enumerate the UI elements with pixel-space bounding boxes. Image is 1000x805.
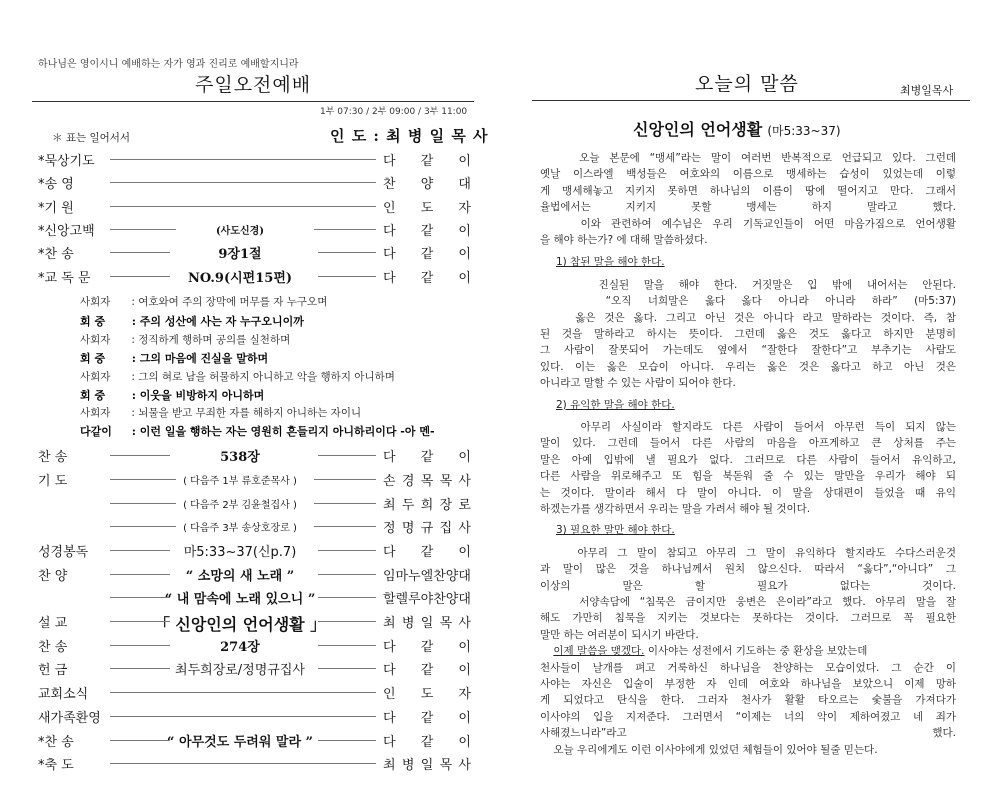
order-person: 인 도 자: [383, 201, 471, 216]
responsive-speaker: 회 중: [80, 389, 106, 402]
responsive-line: [80, 313, 304, 329]
separator: :: [128, 389, 140, 402]
order-label: 찬 송: [38, 640, 68, 655]
page-title: 주일오전예배: [195, 74, 312, 96]
order-person: 다 같 이: [383, 711, 471, 726]
right-title: 오늘의 말씀: [695, 73, 799, 95]
leader-line: [110, 716, 376, 717]
responsive-text: 이런 일을 행하는 자는 영원히 흔들리지 아니하리이다 -아 멘-: [139, 425, 435, 438]
order-person: 다 같 이: [383, 154, 471, 169]
order-item: 최두희장로/정명규집사: [175, 663, 305, 678]
order-person: 정 명 규 집 사: [383, 521, 471, 536]
responsive-line: [80, 369, 395, 384]
sermon-line: 아무리 사실이라 할지라도 다른 사람이 들어서 아무런 득이 되지 않는: [540, 421, 956, 433]
sermon-line: 말은 아예 입밖에 낼 필요가 없다. 그러므로 다른 사람이 들어서 유익하고,: [540, 453, 956, 466]
order-person: 다 같 이: [383, 545, 471, 560]
sermon-line: 이사야의 입을 지져준다. 그러면서 “이제는 너의 악이 제하여졌고 네 죄가: [540, 710, 956, 723]
sermon-line: 하겠는가를 생각하면서 우리는 말을 가려서 해야 될 것이다.: [540, 503, 811, 515]
responsive-text: 여호와여 주의 장막에 머무를 자 누구오며: [138, 296, 328, 308]
order-label: *축 도: [38, 758, 74, 773]
leader-line: [318, 276, 376, 277]
leader-line: [318, 455, 376, 456]
order-label: *교 독 문: [38, 271, 91, 286]
leader-line: [318, 621, 376, 622]
responsive-speaker: 회 중: [80, 352, 106, 365]
sermon-line: 다른 사람을 위로해주고 또 힘을 북돋워 줄 수 있는 말만을 우리가 해야 되: [540, 470, 956, 483]
responsive-line: [80, 423, 435, 439]
order-item: 「 신앙인의 언어생활 」: [153, 615, 327, 634]
order-item: “ 아무것도 두려워 말라 ”: [166, 735, 314, 750]
sermon-line: 천사들이 날개를 펴고 거룩하신 하나님을 찬양하는 모습이었다. 그 순간 이: [540, 661, 956, 674]
responsive-text: 그의 혀로 남을 허물하지 아니하고 악을 행하지 아니하며: [138, 371, 395, 383]
responsive-speaker: 회 중: [80, 315, 106, 328]
sermon-line: 아니라고 말할 수 있는 사람이 되어야 한다.: [540, 377, 736, 390]
order-person: 최 두 희 장 로: [383, 498, 471, 513]
leader-line: [110, 550, 170, 551]
order-person: 최 병 일 목 사: [383, 616, 471, 631]
leader-line: [314, 503, 376, 504]
responsive-line: [80, 294, 327, 309]
sermon-line: 사해졌느니라”라고 했다.: [540, 727, 956, 740]
sermon-line: 을 해야 하는가? 에 대해 말씀하셨다.: [540, 234, 708, 246]
leader-line: [110, 479, 176, 480]
order-person: 다 같 이: [383, 735, 471, 750]
right-title-rule: [532, 100, 970, 101]
leader-line: [110, 503, 176, 504]
sermon-line: 는 것이다. 말이라 해서 다 말이 아니다. 이 말을 상대편이 들었을 때 유익: [540, 486, 956, 499]
sermon-subheading: 1) 참된 말을 해야 한다.: [556, 256, 665, 269]
responsive-text: 정직하게 행하며 공의를 실천하며: [138, 334, 291, 346]
order-label: *송 영: [38, 177, 74, 192]
responsive-line: [80, 332, 290, 347]
sermon-subheading: 3) 필요한 말만 해야 한다.: [556, 524, 675, 537]
responsive-text: 이웃을 비방하지 아니하며: [139, 389, 265, 402]
order-person: 임마누엘찬양대: [383, 569, 471, 584]
sermon-line: 옳은 것은 옳다. 그리고 아닌 것은 아니다 라고 말하라는 것이다. 즉, 참: [540, 311, 956, 324]
order-label: 찬 양: [38, 569, 68, 584]
motto: 하나님은 영이시니 예배하는 자가 영과 진리로 예배할지니라: [38, 59, 299, 70]
sermon-conclusion-text: 이사야는 성전에서 기도하는 중 환상을 보았는데: [644, 645, 868, 658]
separator: :: [128, 425, 140, 438]
leader-line: [318, 668, 376, 669]
responsive-text: 그의 마음에 진실을 말하며: [139, 352, 269, 365]
order-person: 다 같 이: [383, 271, 471, 286]
separator: :: [128, 315, 140, 328]
order-item: (사도신경): [215, 226, 265, 237]
order-item: “ 소망의 새 노래 ”: [185, 569, 295, 584]
sermon-line: 있다. 이는 옳은 모습이 아니다. 우리는 옳은 것은 옳다고 하고 아닌 것은: [540, 360, 956, 373]
responsive-line: [80, 387, 264, 403]
separator: :: [128, 296, 139, 308]
separator: :: [128, 371, 139, 383]
order-label: 새가족환영: [38, 711, 101, 726]
order-label: 교회소식: [38, 687, 89, 702]
sermon-line: 율법에서는 지키지 못할 맹세는 하지 말라고 했다.: [540, 201, 956, 214]
order-item: “ 내 맘속에 노래 있으니 ”: [164, 592, 316, 607]
leader-line: [110, 692, 376, 693]
order-item: 9장1절: [218, 247, 262, 262]
order-label: 성경봉독: [38, 545, 89, 560]
sermon-line: 게 되었다고 탄식을 한다. 그러자 천사가 활활 타오르는 숯불을 가져다가: [540, 694, 956, 707]
order-person: 할렐루야찬양대: [383, 592, 471, 607]
separator: :: [128, 334, 139, 346]
order-person: 다 같 이: [383, 247, 471, 262]
sermon-conclusion-lead: 이제 말씀을 맺겠다.: [553, 645, 645, 658]
sermon-line: 이상의 말은 할 필요가 없다는 것이다.: [540, 579, 956, 592]
order-label: 기 도: [38, 474, 68, 489]
author: 최병일목사: [900, 84, 954, 97]
leader-line: [110, 455, 170, 456]
stand-note: ＊ 표는 일어서서: [52, 132, 131, 144]
leader-line: [110, 740, 170, 741]
separator: :: [128, 352, 140, 365]
order-label: *찬 송: [38, 247, 74, 262]
sermon-line: 해도 가만히 침묵을 지키는 것보다는 못하다는 것이다. 그러므로 꼭 필요한: [540, 612, 956, 625]
leader-line: [110, 276, 170, 277]
order-person: 다 같 이: [383, 450, 471, 465]
order-label: 찬 송: [38, 450, 68, 465]
leader-line: [318, 550, 376, 551]
leader-line: [110, 668, 170, 669]
sermon-line: 과 말이 많은 것을 하나님께서 원치 않으신다. 따라서 “옳다”,“아니다” 그: [540, 563, 956, 576]
responsive-text: 주의 성산에 사는 자 누구오니이까: [139, 315, 304, 328]
order-label: *묵상기도: [38, 154, 95, 169]
sermon-heading: [633, 117, 841, 140]
order-person: 다 같 이: [383, 224, 471, 239]
indent: [540, 645, 553, 657]
title-rule: [32, 101, 474, 102]
leader-line: [314, 479, 376, 480]
order-item: ( 다음주 1부 류호준목사 ): [183, 476, 297, 487]
sermon-line: “오직 너희말은 옳다 옳다 아니라 아니라 하라” (마5:37): [540, 295, 956, 308]
leader-line: [110, 206, 376, 207]
leader-line: [314, 526, 376, 527]
sermon-reference: (마5:33~37): [767, 124, 841, 138]
sermon-title: 신앙인의 언어생활: [633, 120, 763, 139]
order-person: 손 경 목 목 사: [383, 474, 471, 489]
sermon-line: 게 맹세해놓고 지키지 못하면 하나님의 이름이 땅에 떨어지고 만다. 그래서: [540, 184, 956, 197]
sermon-line: 그 사람이 잘못되어 가는데도 옆에서 “잘한다 잘한다”고 부추기는 사람도: [540, 344, 956, 357]
responsive-speaker: 사회자: [80, 371, 111, 383]
sermon-line: 이와 관련하여 예수님은 우리 기독교인들이 어떤 마음가짐으로 언어생활: [540, 217, 956, 230]
sermon-line: [540, 643, 956, 660]
sermon-line: 오늘 본문에 “맹세”라는 말이 여러번 반복적으로 언급되고 있다. 그런데: [540, 152, 956, 164]
responsive-speaker: 다같이: [80, 425, 112, 438]
leader-line: [110, 252, 170, 253]
order-item: ( 다음주 2부 김윤철집사 ): [183, 500, 297, 511]
sermon-line: 서양속담에 “침묵은 금이지만 웅변은 은이라”라고 했다. 아무리 말을 잘: [540, 596, 956, 608]
order-label: *신앙고백: [38, 224, 95, 239]
order-item: 마5:33~37(신p.7): [183, 545, 297, 560]
leader-line: [110, 763, 376, 764]
order-person: 다 같 이: [383, 663, 471, 678]
sermon-line: 사야는 자신은 입술이 부정한 자 인데 여호와 하나님을 보았으니 이제 망하: [540, 678, 956, 690]
leader-line: [110, 182, 376, 183]
leader-line: [318, 740, 376, 741]
leader-line: [314, 229, 376, 230]
leader-line: [110, 526, 176, 527]
responsive-speaker: 사회자: [80, 334, 111, 346]
sermon-line: 오늘 우리에게도 이런 이사야에게 있었던 체험들이 있어야 될줄 믿는다.: [540, 743, 878, 756]
responsive-text: 뇌물을 받고 무죄한 자를 해하지 아니하는 자이니: [138, 407, 362, 419]
order-person: 인 도 자: [383, 687, 471, 702]
leader-line: [110, 645, 170, 646]
sermon-line: 진실된 말을 해야 한다. 거짓말은 입 밖에 내어서는 안된다.: [540, 278, 956, 291]
leader: 인 도 : 최 병 일 목 사: [330, 127, 489, 145]
order-label: 헌 금: [38, 663, 68, 678]
order-item: 274장: [220, 640, 260, 655]
order-label: *찬 송: [38, 735, 74, 750]
responsive-speaker: 사회자: [80, 407, 111, 419]
responsive-line: [80, 350, 268, 366]
order-person: 최 병 일 목 사: [383, 758, 471, 773]
leader-line: [110, 597, 170, 598]
separator: :: [128, 407, 139, 419]
sermon-line: 된 것을 말하라고 하시는 뜻이다. 그런데 옳은 것도 옳다고 하지만 분명히: [540, 328, 956, 340]
sermon-line: 말이 있다. 그런데 들어서 다른 사람의 마음을 아프게하고 큰 상처를 주는: [540, 437, 956, 450]
sermon-line: 옛날 이스라엘 백성들은 여호와의 이름으로 맹세하는 습성이 있었는데 이렇: [540, 168, 956, 181]
responsive-line: [80, 405, 361, 420]
leader-line: [318, 252, 376, 253]
order-label: 설 교: [38, 616, 68, 631]
leader-line: [110, 574, 170, 575]
order-label: *기 원: [38, 201, 74, 216]
leader-line: [318, 597, 376, 598]
leader-line: [110, 159, 376, 160]
service-times: 1부 07:30 / 2부 09:00 / 3부 11:00: [320, 107, 468, 117]
sermon-subheading: 2) 유익한 말을 해야 한다.: [556, 398, 675, 411]
leader-line: [318, 574, 376, 575]
sermon-line: 아무리 그 말이 참되고 아무리 그 말이 유익하다 할지라도 수다스러운것: [540, 546, 956, 559]
order-item: NO.9(시편15편): [187, 271, 293, 286]
sermon-line: 말만 하는 여러분이 되시기 바란다.: [540, 628, 699, 641]
responsive-speaker: 사회자: [80, 296, 111, 308]
order-person: 찬 양 대: [383, 177, 471, 192]
order-item: 538장: [220, 450, 260, 465]
leader-line: [110, 621, 170, 622]
leader-line: [318, 645, 376, 646]
leader-line: [110, 229, 176, 230]
order-person: 다 같 이: [383, 640, 471, 655]
order-item: ( 다음주 3부 송상호장로 ): [183, 523, 297, 534]
